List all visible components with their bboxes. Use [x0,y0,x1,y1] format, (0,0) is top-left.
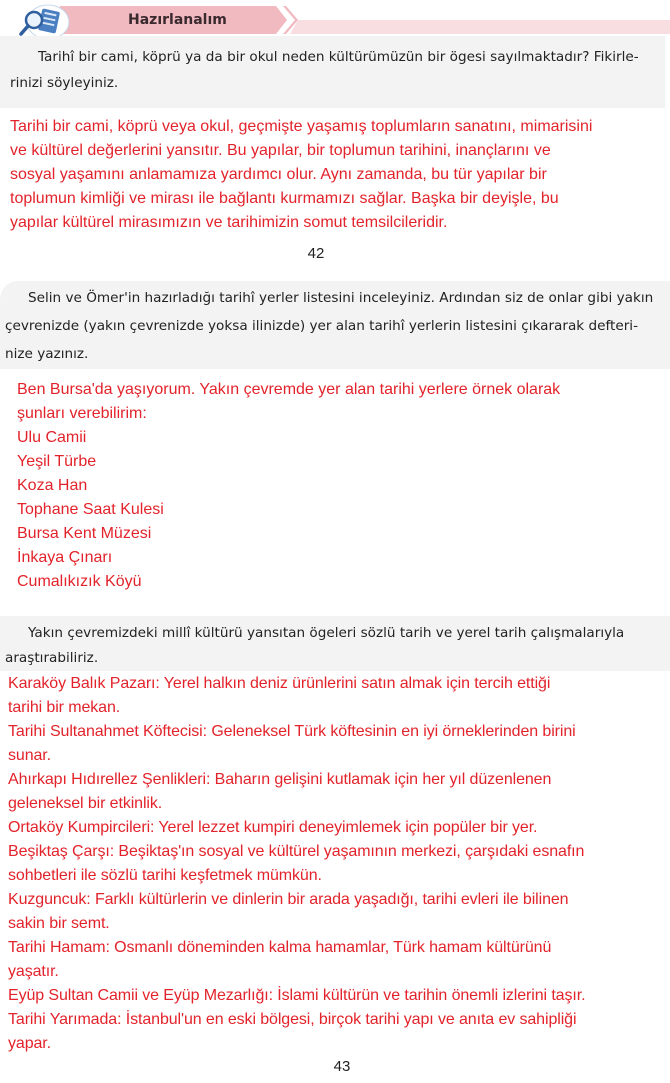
banner-title: Hazırlanalım [128,12,227,28]
question-1-line-2: rinizi söyleyiniz. [10,75,119,91]
answer-3-line: Karaköy Balık Pazarı: Yerel halkın deniz ürünlerini satın almak için tercih ettiği [8,675,551,692]
answer-3 [8,672,585,1056]
place-item: Cumalıkızık Köyü [17,573,142,590]
answer-3-line: Eyüp Sultan Camii ve Eyüp Mezarlığı: İslami kültürün ve tarihin önemli izlerini taşır. [8,987,586,1004]
answer-3-line: sunar. [8,747,51,764]
place-item: Koza Han [17,477,88,494]
place-item: Bursa Kent Müzesi [17,525,152,542]
answer-3-line: sakin bir semt. [8,915,110,932]
place-item: Tophane Saat Kulesi [17,501,164,518]
question-2-line-3: nize yazınız. [5,346,89,362]
answer-3-line: Beşiktaş Çarşı: Beşiktaş'ın sosyal ve kültürel yaşamının merkezi, çarşıdaki esnafın [8,843,585,860]
answer-3-line: tarihi bir mekan. [8,699,121,716]
answer-2-line: Ben Bursa'da yaşıyorum. Yakın çevremde yer alan tarihi yerlere örnek olarak [17,381,561,398]
answer-1 [10,115,592,235]
answer-1-line: sosyal yaşamını anlamamıza yardımcı olur. Aynı zamanda, bu tür yapılar bir [10,166,547,183]
answer-3-line: Ahırkapı Hıdırellez Şenlikleri: Baharın gelişini kutlamak için her yıl düzenlenen [8,771,552,788]
answer-3-line: yapar. [8,1035,51,1052]
answer-1-line: Tarihi bir cami, köprü veya okul, geçmişte yaşamış toplumların sanatını, mimarisini [10,118,593,135]
banner-shape [0,0,670,40]
answer-3-line: sohbetleri ile sözlü tarihi keşfetmek mümkün. [8,867,322,884]
answer-3-line: Kuzguncuk: Farklı kültürlerin ve dinlerin bir arada yaşadığı, tarihi evleri ile bilinen [8,891,569,908]
answer-1-line: ve kültürel değerlerini yansıtır. Bu yapılar, bir toplumun tarihini, inançlarını ve [10,142,551,159]
answer-1-line: yapılar kültürel mirasımızın ve tarihimizin somut temsilcileridir. [10,214,448,231]
answer-3-line: Tarihi Hamam: Osmanlı döneminden kalma hamamlar, Türk hamam kültürünü [8,939,552,956]
page-number-42: 42 [307,245,325,262]
place-item: İnkaya Çınarı [17,549,113,566]
answer-3-line: Tarihi Yarımada: İstanbul'un en eski bölgesi, birçok tarihi yapı ve anıta ev sahipliği [8,1011,577,1028]
answer-1-line: toplumun kimliği ve mirası ile bağlantı kurmamızı sağlar. Başka bir deyişle, bu [10,190,559,207]
section-banner [0,0,670,40]
notebook-magnifier-icon [12,2,70,40]
answer-2 [17,378,560,594]
question-2-line-1: Selin ve Ömer'in hazırladığı tarihî yerler listesini inceleyiniz. Ardından siz de onlar gibi yakın [28,290,654,306]
page-number-43: 43 [333,1058,351,1075]
place-item: Yeşil Türbe [17,453,97,470]
answer-3-line: geleneksel bir etkinlik. [8,795,163,812]
question-3-line-1: Yakın çevremizdeki millî kültürü yansıtan ögeleri sözlü tarih ve yerel tarih çalışmalarıyla [28,625,625,641]
question-2-line-2: çevrenizde (yakın çevrenizde yoksa ilinizde) yer alan tarihî yerlerin listesini çıkararak defteri- [5,318,638,334]
answer-2-line: şunları verebilirim: [17,405,147,422]
question-1-line-1: Tarihî bir cami, köprü ya da bir okul neden kültürümüzün bir ögesi sayılmaktadır? Fikirle- [38,49,639,65]
answer-3-line: Ortaköy Kumpircileri: Yerel lezzet kumpiri deneyimlemek için popüler bir yer. [8,819,538,836]
place-item: Ulu Camii [17,429,87,446]
answer-3-line: Tarihi Sultanahmet Köftecisi: Geleneksel Türk köftesinin en iyi örneklerinden birini [8,723,576,740]
answer-3-line: yaşatır. [8,963,59,980]
question-3-line-2: araştırabiliriz. [5,650,99,666]
